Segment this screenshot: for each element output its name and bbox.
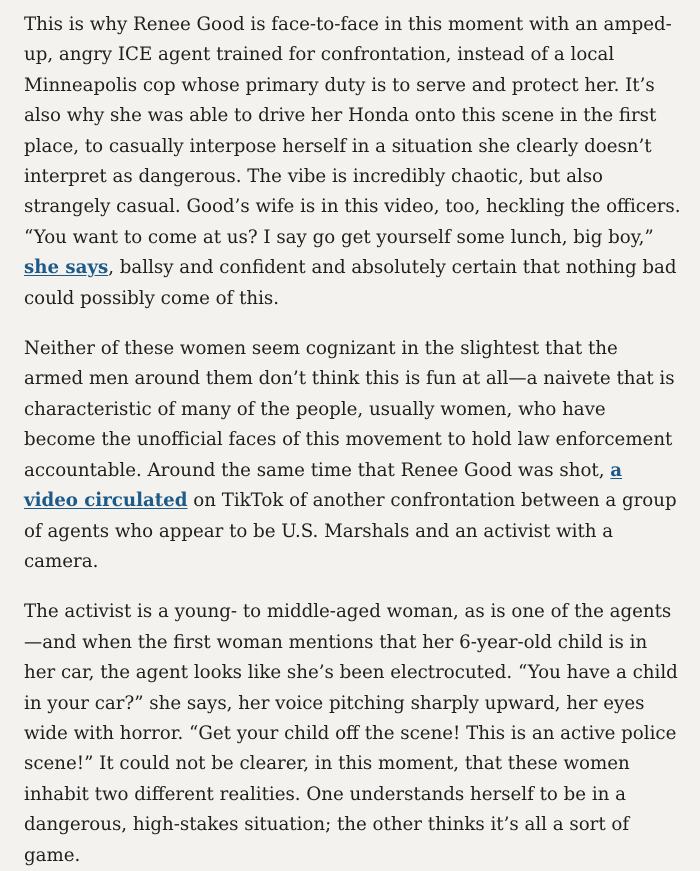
paragraph-1-text-before-link: This is why Renee Good is face-to-face in this moment with an amped-up, angry ICE agent trained for confrontation, instead of a local Minneapolis cop whose primary duty is to serve and protect her. It’s also why she was able to drive her Honda onto this scene in the first place, to casually interpose herself in a situation she clearly doesn’t interpret as dangerous. The vibe is incredibly chaotic, but also strangely casual. Good’s wife is in this video, too, heckling the officers. “You want to come at us? I say go get yourself some lunch, big boy,”: [24, 14, 681, 248]
video-circulated-link[interactable]: a video circulated: [24, 459, 623, 512]
paragraph-2-text-after-link: on TikTok of another confrontation between a group of agents who appear to be U.S. Marshals and an activist with a camera.: [24, 490, 677, 572]
paragraph-1-text-after-link: , ballsy and confident and absolutely certain that nothing bad could possibly come of this.: [24, 257, 677, 309]
she-says-link[interactable]: she says: [24, 257, 109, 279]
paragraph-3: [24, 597, 682, 871]
paragraph-1: [24, 10, 682, 314]
paragraph-3-text: The activist is a young- to middle-aged woman, as is one of the agents—and when the first woman mentions that her 6-year-old child is in her car, the agent looks like she’s been electrocuted. “You have a child in your car?” she says, her voice pitching sharply upward, her eyes wide with horror. “Get your child off the scene! This is an active police scene!” It could not be clearer, in this moment, that these women inhabit two different realities. One understands herself to be in a dangerous, high-stakes situation; the other thinks it’s all a sort of game.: [24, 601, 678, 866]
paragraph-2: [24, 334, 682, 577]
paragraph-2-text-before-link: Neither of these women seem cognizant in the slightest that the armed men around them don’t think this is fun at all—a naivete that is characteristic of many of the people, usually women, who have become the unofficial faces of this movement to hold law enforcement accountable. Around the same time that Renee Good was shot,: [24, 338, 675, 481]
